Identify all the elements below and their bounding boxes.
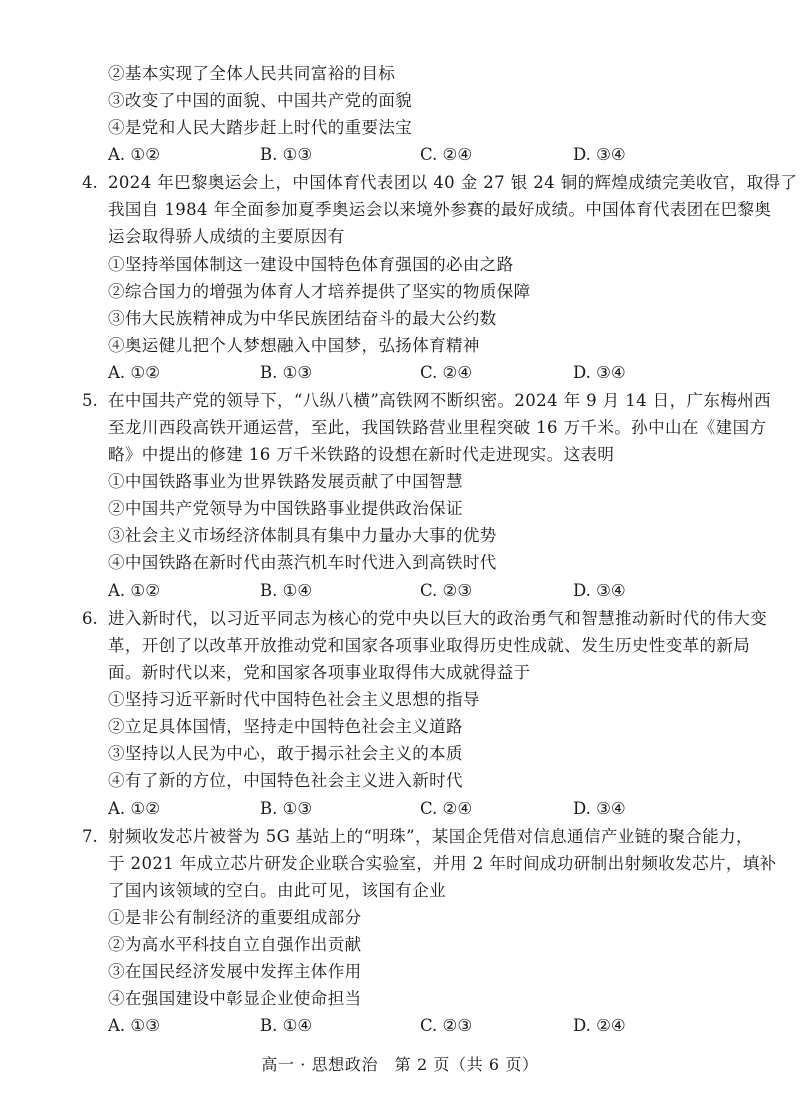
q4-option-c[interactable]: C. ②④ bbox=[420, 363, 473, 382]
q6-stem-line-1: 进入新时代，以习近平同志为核心的党中央以巨大的政治勇气和智慧推动新时代的伟大变 bbox=[108, 609, 768, 628]
q4-number: 4. bbox=[82, 173, 98, 192]
q7-statement-4: ④在强国建设中彰显企业使命担当 bbox=[108, 989, 362, 1008]
q5-statement-3: ③社会主义市场经济体制具有集中力量办大事的优势 bbox=[108, 526, 497, 545]
q7-statement-2: ②为高水平科技自立自强作出贡献 bbox=[108, 935, 362, 954]
q3-options bbox=[108, 143, 628, 167]
q6-option-d[interactable]: D. ③④ bbox=[573, 799, 626, 818]
q6-stem-line-2: 革，开创了以改革开放推动党和国家各项事业取得历史性成就、发生历史性变革的新局 bbox=[108, 636, 751, 655]
q7-number: 7. bbox=[82, 827, 98, 846]
q7-statement-1: ①是非公有制经济的重要组成部分 bbox=[108, 908, 362, 927]
page-footer: 高一 · 思想政治 第 2 页（共 6 页） bbox=[261, 1055, 539, 1074]
q4-stem-line-1: 2024 年巴黎奥运会上，中国体育代表团以 40 金 27 银 24 铜的辉煌成绩完美收官，取得了 bbox=[108, 173, 798, 192]
q4-option-a[interactable]: A. ①② bbox=[108, 363, 160, 382]
q4-option-b[interactable]: B. ①③ bbox=[260, 363, 313, 382]
q5-statement-2: ②中国共产党领导为中国铁路事业提供政治保证 bbox=[108, 499, 463, 518]
q6-option-b[interactable]: B. ①③ bbox=[260, 799, 313, 818]
q4-statement-4: ④奥运健儿把个人梦想融入中国梦，弘扬体育精神 bbox=[108, 336, 480, 355]
q4-stem-line-2: 我国自 1984 年全面参加夏季奥运会以来境外参赛的最好成绩。中国体育代表团在巴黎奥 bbox=[108, 200, 772, 219]
q6-option-a[interactable]: A. ①② bbox=[108, 799, 160, 818]
q7-option-b[interactable]: B. ①④ bbox=[260, 1016, 313, 1035]
q5-stem-line-2: 至龙川西段高铁开通运营，至此，我国铁路营业里程突破 16 万千米。孙中山在《建国方 bbox=[108, 418, 767, 437]
q5-statement-1: ①中国铁路事业为世界铁路发展贡献了中国智慧 bbox=[108, 472, 463, 491]
q7-statement-3: ③在国民经济发展中发挥主体作用 bbox=[108, 962, 362, 981]
q7-options bbox=[108, 1014, 628, 1038]
q6-options bbox=[108, 797, 628, 821]
q7-option-c[interactable]: C. ②③ bbox=[420, 1016, 473, 1035]
q6-statement-1: ①坚持习近平新时代中国特色社会主义思想的指导 bbox=[108, 690, 480, 709]
q5-option-b[interactable]: B. ①④ bbox=[260, 581, 313, 600]
q3-option-d[interactable]: D. ③④ bbox=[573, 145, 626, 164]
q6-statement-4: ④有了新的方位，中国特色社会主义进入新时代 bbox=[108, 771, 463, 790]
q5-option-a[interactable]: A. ①② bbox=[108, 581, 160, 600]
q6-statement-3: ③坚持以人民为中心，敢于揭示社会主义的本质 bbox=[108, 744, 463, 763]
q5-stem-line-1: 在中国共产党的领导下，“八纵八横”高铁网不断织密。2024 年 9 月 14 日，广东梅州西 bbox=[108, 391, 771, 410]
q5-number: 5. bbox=[82, 391, 98, 410]
q5-stem-line-3: 略》中提出的修建 16 万千米铁路的设想在新时代走进现实。这表明 bbox=[108, 445, 615, 464]
q3-statement-2: ②基本实现了全体人民共同富裕的目标 bbox=[108, 64, 396, 83]
q6-option-c[interactable]: C. ②④ bbox=[420, 799, 473, 818]
q4-option-d[interactable]: D. ③④ bbox=[573, 363, 626, 382]
q5-statement-4: ④中国铁路在新时代由蒸汽机车时代进入到高铁时代 bbox=[108, 553, 497, 572]
q7-option-a[interactable]: A. ①③ bbox=[108, 1016, 160, 1035]
q5-option-d[interactable]: D. ③④ bbox=[573, 581, 626, 600]
q7-stem-line-2: 于 2021 年成立芯片研发企业联合实验室，并用 2 年时间成功研制出射频收发芯片，填补 bbox=[108, 854, 777, 873]
q6-number: 6. bbox=[82, 609, 98, 628]
q7-stem-line-3: 了国内该领域的空白。由此可见，该国有企业 bbox=[108, 881, 446, 900]
q3-option-b[interactable]: B. ①③ bbox=[260, 145, 313, 164]
q5-option-c[interactable]: C. ②③ bbox=[420, 581, 473, 600]
q3-statement-4: ④是党和人民大踏步赶上时代的重要法宝 bbox=[108, 118, 413, 137]
q4-stem-line-3: 运会取得骄人成绩的主要原因有 bbox=[108, 227, 345, 246]
q3-option-a[interactable]: A. ①② bbox=[108, 145, 160, 164]
q4-statement-2: ②综合国力的增强为体育人才培养提供了坚实的物质保障 bbox=[108, 282, 531, 301]
q4-statement-3: ③伟大民族精神成为中华民族团结奋斗的最大公约数 bbox=[108, 309, 497, 328]
q6-stem-line-3: 面。新时代以来，党和国家各项事业取得伟大成就得益于 bbox=[108, 663, 531, 682]
q7-stem-line-1: 射频收发芯片被誉为 5G 基站上的“明珠”，某国企凭借对信息通信产业链的聚合能力， bbox=[108, 827, 753, 846]
q7-option-d[interactable]: D. ②④ bbox=[573, 1016, 626, 1035]
q5-options bbox=[108, 579, 628, 603]
q6-statement-2: ②立足具体国情，坚持走中国特色社会主义道路 bbox=[108, 717, 463, 736]
q4-options bbox=[108, 361, 628, 385]
q3-option-c[interactable]: C. ②④ bbox=[420, 145, 473, 164]
q3-statement-3: ③改变了中国的面貌、中国共产党的面貌 bbox=[108, 91, 413, 110]
q4-statement-1: ①坚持举国体制这一建设中国特色体育强国的必由之路 bbox=[108, 255, 514, 274]
